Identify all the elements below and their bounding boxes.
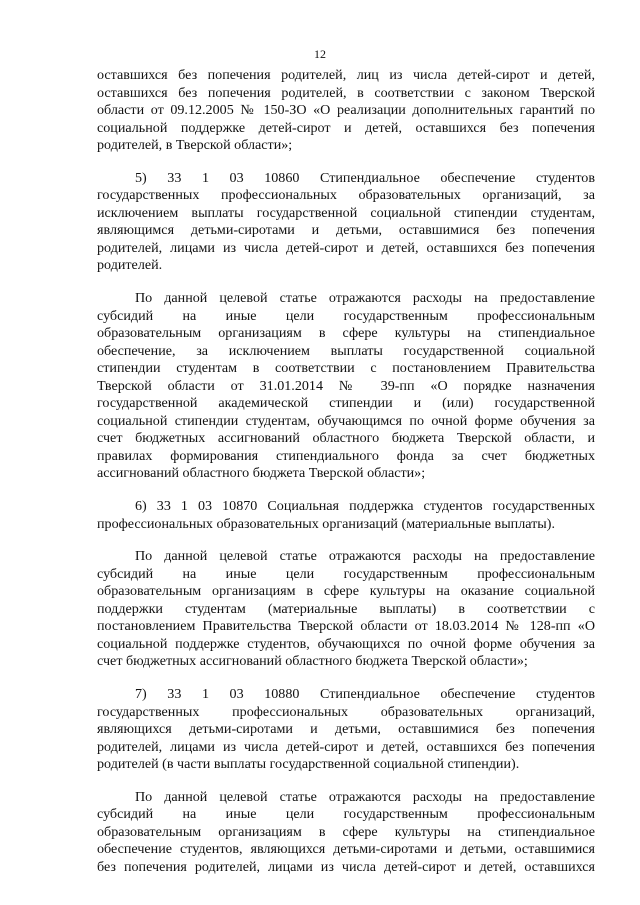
text-line: 7) 33 1 03 10880 Стипендиальное обеспечение студентов — [135, 685, 595, 702]
text-line: Тверской области от 31.01.2014 № 39-пп «О порядке назначения — [97, 377, 595, 394]
text-line: государственных профессиональных образовательных организаций, за — [97, 187, 595, 204]
text-line: родителей, лицами из числа детей-сирот и детей, оставшихся без попечения — [97, 239, 595, 256]
text-line: постановлением Правительства Тверской области от 18.03.2014 № 128-пп «О — [97, 618, 595, 635]
text-line: По данной целевой статье отражаются расходы на предоставление — [135, 548, 595, 565]
text-line: обеспечение студентов, являющихся детьми-сиротами и детьми, оставшимися — [97, 841, 595, 858]
text-line: являющихся детьми-сиротами и детьми, оставшимися без попечения — [97, 721, 595, 738]
text-line: социальной стипендии студентам, обучающимся по очной форме обучения за — [97, 412, 595, 429]
text-line: стипендии студентам в соответствии с постановлением Правительства — [97, 360, 595, 377]
text-line: родителей. — [97, 257, 163, 274]
text-line: По данной целевой статье отражаются расходы на предоставление — [135, 290, 595, 307]
paragraph-continuation — [97, 67, 595, 155]
text-line: обеспечение, за исключением выплаты государственной социальной — [97, 342, 595, 359]
text-line: субсидий на иные цели государственным профессиональным — [97, 565, 595, 582]
text-line: счет бюджетных ассигнований областного бюджета Тверской области, и — [97, 430, 595, 447]
text-line: родителей (в части выплаты государственной социальной стипендии). — [97, 756, 520, 773]
text-line: субсидий на иные цели государственным профессиональным — [97, 307, 595, 324]
text-line: оставшихся без попечения родителей, лиц из числа детей-сирот и детей, — [97, 67, 595, 83]
text-line: ассигнований областного бюджета Тверской области»; — [97, 465, 426, 482]
text-line: образовательным организациям в сфере культуры на оказание социальной — [97, 583, 595, 600]
paragraph-item-6 — [97, 498, 595, 533]
paragraph-description-5 — [97, 290, 595, 483]
paragraph-description-6 — [97, 548, 595, 671]
paragraph-item-5 — [97, 170, 595, 275]
text-line: правилах формирования стипендиального фонда за счет бюджетных — [97, 447, 595, 464]
text-line: 6) 33 1 03 10870 Социальная поддержка студентов государственных — [135, 498, 595, 515]
document-body — [97, 67, 595, 891]
text-line: родителей, в Тверской области»; — [97, 137, 293, 154]
text-line: без попечения родителей, лицами из числа детей-сирот и детей, оставшихся — [97, 858, 595, 875]
text-line: государственных профессиональных образовательных организаций, — [97, 703, 595, 720]
text-line: субсидий на иные цели государственным профессиональным — [97, 806, 595, 823]
text-line: области от 09.12.2005 № 150-ЗО «О реализации дополнительных гарантий по — [97, 102, 595, 119]
text-line: являющимся детьми-сиротами и детьми, оставшимися без попечения — [97, 222, 595, 239]
text-line: оставшихся без попечения родителей, в соответствии с законом Тверской — [97, 84, 595, 101]
text-line: родителей, лицами из числа детей-сирот и детей, оставшихся без попечения — [97, 738, 595, 755]
text-line: социальной поддержке детей-сирот и детей, оставшихся без попечения — [97, 119, 595, 136]
page-number: 12 — [314, 47, 326, 61]
text-line: образовательным организациям в сфере культуры на стипендиальное — [97, 325, 595, 342]
text-line: счет бюджетных ассигнований областного бюджета Тверской области»; — [97, 653, 528, 670]
text-line: государственной академической стипендии и (или) государственной — [97, 395, 595, 412]
text-line: социальной поддержке студентов, обучающихся по очной форме обучения за — [97, 635, 595, 652]
text-line: образовательным организациям в сфере культуры на стипендиальное — [97, 823, 595, 840]
text-line: 5) 33 1 03 10860 Стипендиальное обеспечение студентов — [135, 169, 595, 186]
text-line: исключением выплаты государственной социальной стипендии студентам, — [97, 204, 595, 221]
paragraph-item-7 — [97, 686, 595, 774]
paragraph-description-7 — [97, 789, 595, 877]
text-line: По данной целевой статье отражаются расходы на предоставление — [135, 788, 595, 805]
text-line: поддержки студентам (материальные выплаты) в соответствии с — [97, 600, 595, 617]
text-line: профессиональных образовательных организаций (материальные выплаты). — [97, 515, 555, 532]
